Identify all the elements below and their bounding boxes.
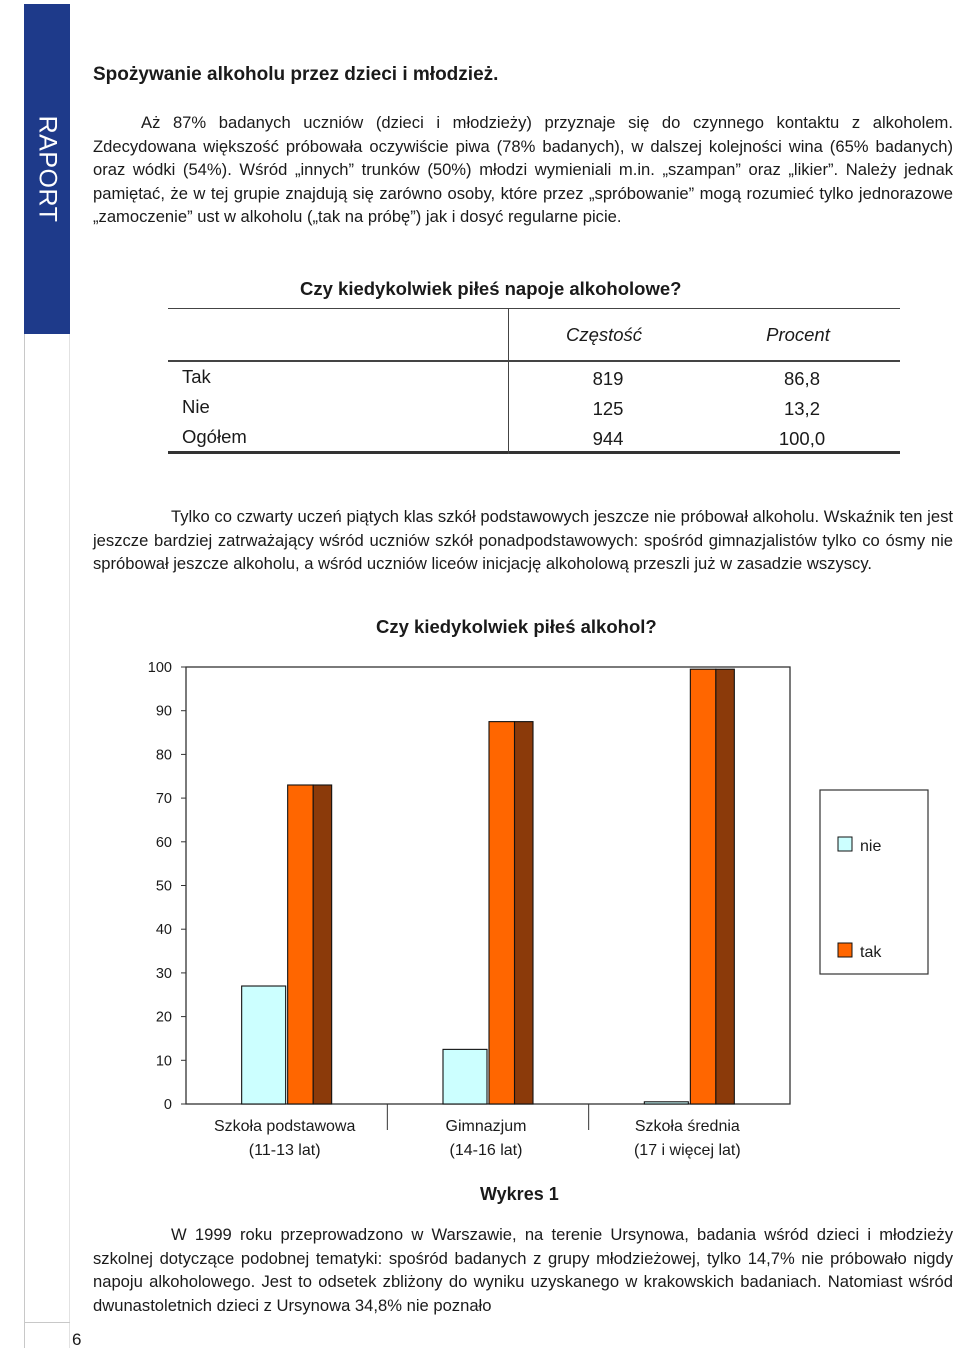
row-yes-frequency: 819 xyxy=(592,368,624,389)
paragraph-ursynow-text: W 1999 roku przeprowadzono w Warszawie, na terenie Ursynowa, badania wśród dzieci i młodzieży szkolnej dotyczące podobnej tematyki: spośród badanych z grupy młodzieżowej, tylko 14,7% nie próbowało nigdy napoju alkoholowego. Jest to odsetek zbliżony do wyniku uzyskanego w krakowskich badaniach. Natomiast wśród dwunastoletnich dzieci z Ursynowa 34,8% nie poznało xyxy=(93,1225,953,1315)
column-header-frequency: Częstość xyxy=(565,324,643,345)
legend-swatch-nie xyxy=(838,837,852,851)
row-label-yes: Tak xyxy=(182,366,211,387)
bar-tak xyxy=(288,785,314,1104)
footer-rule xyxy=(24,1322,70,1323)
category-label: Szkoła średnia xyxy=(634,1118,740,1135)
bar-tak-shade xyxy=(716,669,734,1104)
bar-tak xyxy=(690,669,716,1104)
row-label-no: Nie xyxy=(182,396,210,417)
category-label: Szkoła podstawowa xyxy=(213,1118,356,1135)
y-tick-label: 0 xyxy=(163,1097,172,1113)
legend-swatch-tak xyxy=(838,943,852,957)
bar-tak-shade xyxy=(313,785,331,1104)
y-tick-label: 30 xyxy=(155,965,172,982)
y-tick-label: 40 xyxy=(155,922,172,939)
row-total-percent: 100,0 xyxy=(778,428,826,449)
section-heading: Spożywanie alkoholu przez dzieci i młodzież. xyxy=(93,64,499,85)
row-label-total: Ogółem xyxy=(182,426,247,447)
bar-tak-shade xyxy=(515,722,533,1104)
legend-label-tak: tak xyxy=(860,944,882,961)
chart-title: Czy kiedykolwiek piłeś alkohol? xyxy=(376,616,657,637)
column-header-percent: Procent xyxy=(766,324,830,345)
category-label: Gimnazjum xyxy=(445,1118,527,1135)
row-total-frequency: 944 xyxy=(592,428,624,449)
y-tick-label: 70 xyxy=(155,791,172,808)
category-sublabel: (11-13 lat) xyxy=(248,1142,321,1159)
row-no-frequency: 125 xyxy=(592,398,624,419)
bar-nie xyxy=(443,1049,487,1104)
y-tick-label: 80 xyxy=(155,747,172,764)
category-sublabel: (14-16 lat) xyxy=(449,1142,523,1159)
paragraph-intro-text: Aż 87% badanych uczniów (dzieci i młodzieży) przyznaje się do czynnego kontaktu z alkoholem. Zdecydowana większość próbowała oczywiście piwa (78% badanych), w dalszej kolejności wina (65% badanych) oraz wódki (54%). Wśród „innych” trunków (50%) młodzi wymieniali m.in. „szampan” oraz „likier”. Należy jednak pamiętać, że w tej grupie znajdują się zarówno osoby, które przez „spróbowanie” mogą rozumieć tylko jednorazowe „zamoczenie” ust w alkoholu („tak na próbę”) jak i dosyć regularne picie. xyxy=(93,113,953,226)
legend-label-nie: nie xyxy=(860,838,882,855)
row-yes-percent: 86,8 xyxy=(783,368,820,389)
category-sublabel: (17 i więcej lat) xyxy=(633,1142,741,1159)
y-tick-label: 100 xyxy=(147,660,172,676)
paragraph-ursynow xyxy=(93,1223,953,1317)
chart-caption: Wykres 1 xyxy=(480,1184,559,1204)
y-tick-label: 60 xyxy=(155,834,172,851)
bar-tak xyxy=(489,722,515,1104)
bar-nie xyxy=(242,986,286,1104)
table-title: Czy kiedykolwiek piłeś napoje alkoholowe? xyxy=(300,278,682,299)
page-number: 6 xyxy=(72,1330,82,1349)
bar-nie xyxy=(644,1102,688,1104)
paragraph-findings-text: Tylko co czwarty uczeń piątych klas szkół podstawowych jeszcze nie próbował alkoholu. Wskaźnik ten jest jeszcze bardziej zatrważający wśród uczniów szkół ponadpodstawowych: spośród gimnazjalistów tylko co ósmy nie spróbował jeszcze alkoholu, a wśród uczniów liceów inicjację alkoholową przeszli już w zasadzie wszyscy. xyxy=(93,507,953,573)
side-tab-label: RAPORT xyxy=(33,115,62,223)
row-no-percent: 13,2 xyxy=(783,398,820,419)
y-tick-label: 90 xyxy=(155,703,172,720)
y-tick-label: 50 xyxy=(155,878,172,895)
y-tick-label: 10 xyxy=(155,1053,172,1070)
y-tick-label: 20 xyxy=(155,1009,172,1026)
